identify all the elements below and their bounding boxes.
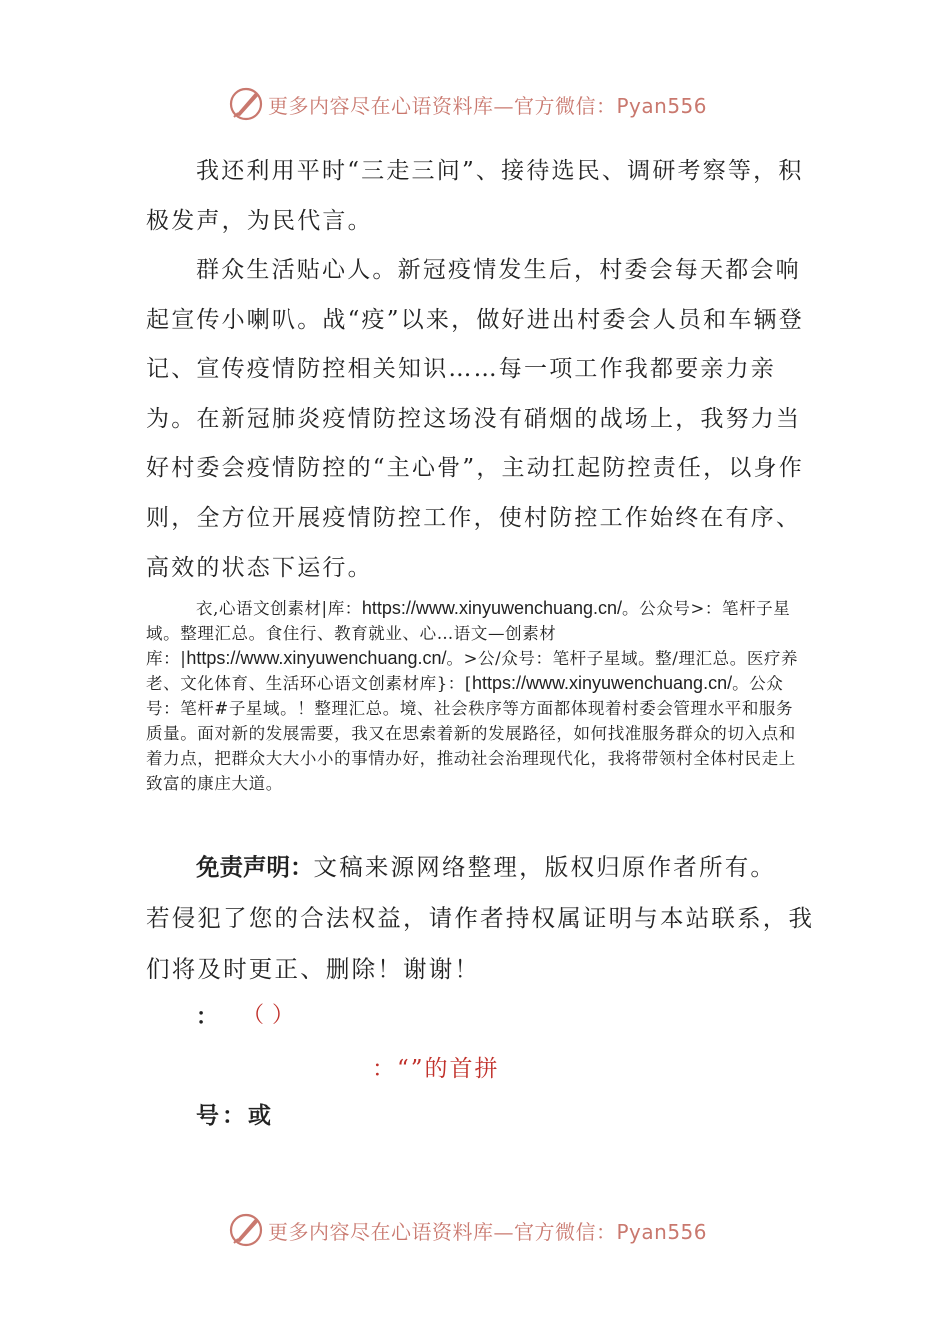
quill-pen-icon	[228, 86, 264, 122]
banner-wechat-id: Pyan556	[616, 1219, 708, 1244]
banner-wechat-id: Pyan556	[616, 93, 708, 118]
source-url-1[interactable]: https://www.xinyuwenchuang.cn/	[361, 598, 623, 618]
empty-parentheses: （）	[242, 1003, 303, 1028]
colon-mark: ：	[196, 1005, 219, 1030]
paragraph-1: 我还利用平时“三走三问”、接待选民、调研考察等，积极发声，为民代言。	[146, 158, 804, 234]
disclaimer-line2: 若侵犯了您的合法权益，请作者持权属证明与本站联系，我们将及时更正、删除！谢谢！	[146, 904, 815, 983]
pinyin-hint: ：“”的首拼	[372, 1056, 500, 1082]
banner-text: 更多内容尽在心语资料库—官方微信：Pyan556	[268, 1219, 708, 1244]
header-banner	[228, 84, 788, 124]
small-paragraph: 衣,心语文创素材|库：https://www.xinyuwenchuang.cn/。公众号>：笔杆子星域。整理汇总。食住行、教育就业、心…语文—创素材库：|https://www.xinyuwenchuang.cn/。>公/众号：笔杆子星域。整/理汇总。医疗养老、文化体育、生活环心语文创素材库}：[https://www.xinyuwenchuang.cn/。公众号：笔杆#子星域。！整理汇总。境、社会秩序等方面都体现着村委会管理水平和服务质量。面对新的发展需要，我又在思索着新的发展路径，如何找准服务群众的切入点和着力点，把群众大大小小的事情办好，推动社会治理现代化，我将带领村全体村民走上致富的康庄大道。	[146, 598, 799, 793]
source-url-3[interactable]: https://www.xinyuwenchuang.cn/	[471, 673, 733, 693]
banner-text: 更多内容尽在心语资料库—官方微信：Pyan556	[268, 93, 708, 118]
footer-banner	[228, 1210, 788, 1250]
source-url-2[interactable]: https://www.xinyuwenchuang.cn/	[186, 648, 447, 668]
disclaimer-label: 免责声明：	[196, 853, 314, 881]
paragraph-2: 群众生活贴心人。新冠疫情发生后，村委会每天都会响起宣传小喇叭。战“疫”以来，做好进出村委会人员和车辆登记、宣传疫情防控相关知识……每一项工作我都要亲力亲为。在新冠肺炎疫情防控这场没有硝烟的战场上，我努力当好村委会疫情防控的“主心骨”，主动扛起防控责任，以身作则，全方位开展疫情防控工作，使村防控工作始终在有序、高效的状态下运行。	[146, 257, 804, 581]
quill-pen-icon	[228, 1212, 264, 1248]
number-label: 号：或	[196, 1103, 274, 1129]
disclaimer: 免责声明：文稿来源网络整理，版权归原作者所有。 若侵犯了您的合法权益，请作者持权属证明与本站联系，我们将及时更正、删除！谢谢！	[146, 853, 815, 983]
